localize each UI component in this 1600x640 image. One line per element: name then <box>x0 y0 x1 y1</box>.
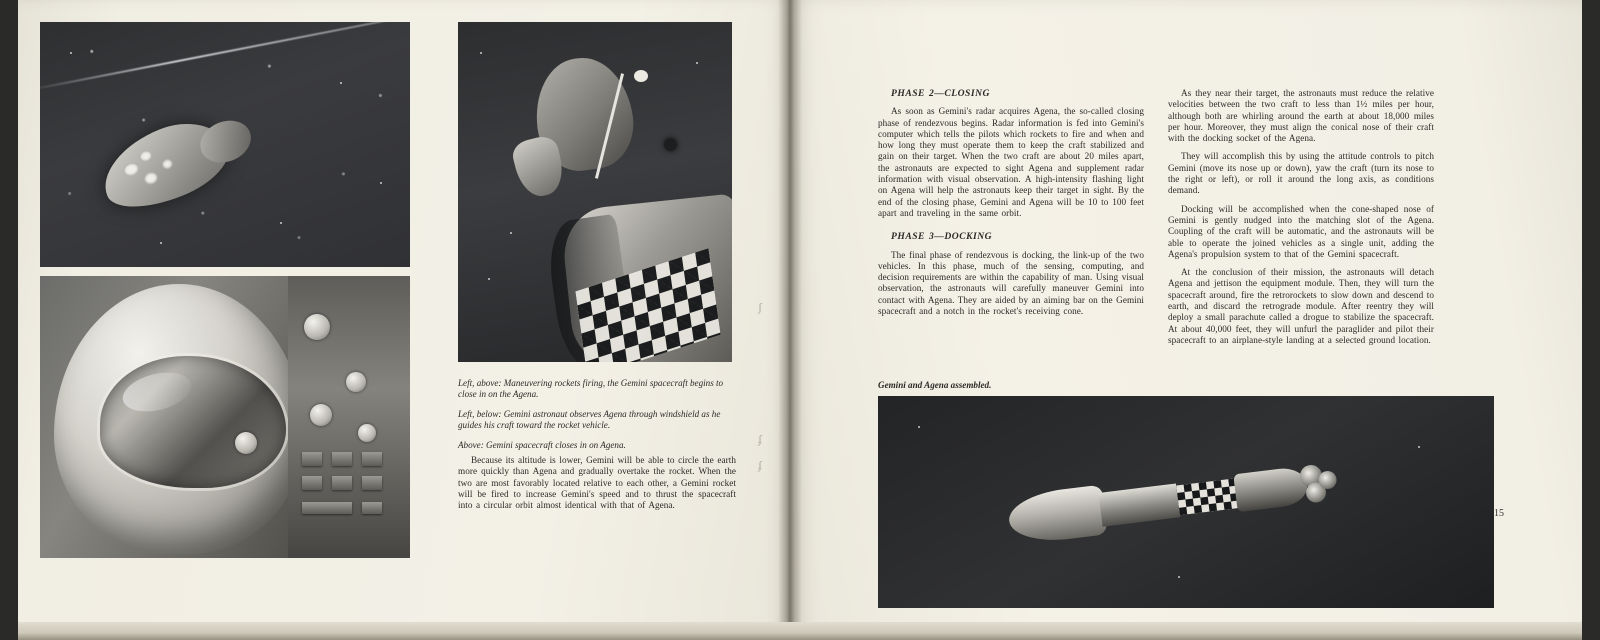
left-body-text <box>458 455 736 518</box>
gauge-dial <box>346 372 366 392</box>
paragraph-docking: Docking will be accomplished when the cone-shaped nose of Gemini is gently nudged into the matching slot of the Agena. Coupling of the craft will be automatic, and the astronauts will be able to operate the joined vehicles as a single unit, adding the Agena's propulsion system to that of the Gemini spacecraft. <box>1168 203 1434 259</box>
visor-glint <box>119 366 196 418</box>
gutter-mark-top: ʃ <box>758 300 762 314</box>
agena-stage <box>1233 466 1309 512</box>
instrument-panel <box>288 276 410 558</box>
paragraph-attitude-controls: They will accomplish this by using the attitude controls to pitch Gemini (move its nose up or down), yaw the craft (turn its nose to the right or left), or roll it around the long axis, as conditions demand. <box>1168 151 1434 196</box>
panel-switch <box>332 452 352 466</box>
window-port <box>138 149 154 164</box>
gemini-capsule-shape <box>92 108 239 222</box>
star <box>696 62 698 64</box>
heading-phase-3-docking: PHASE 3—DOCKING <box>891 231 993 243</box>
star <box>918 426 920 428</box>
gutter-mark-mid-1: ʄ <box>758 432 762 446</box>
panel-switch <box>302 476 322 490</box>
left-paragraph-1: Because its altitude is lower, Gemini will be able to circle the earth more quickly than Agena and gradually overtake the rocket. When the two are most favorably located relative to each other, a Gemini rocket will be fired to increase Gemini's speed and to thrust the spacecraft into a circular orbit almost identical with that of Agena. <box>458 455 736 511</box>
checkerboard-band <box>1176 478 1239 515</box>
photo-astronaut-in-helmet-at-window <box>40 276 410 558</box>
photo-gemini-spacecraft-in-space <box>40 22 410 267</box>
left-page <box>18 0 790 640</box>
page-number: 15 <box>1494 508 1504 519</box>
star <box>510 232 512 234</box>
gauge-dial <box>304 314 330 340</box>
assembled-vehicle <box>1006 454 1340 548</box>
helmet-visor <box>100 356 286 488</box>
paragraph-phase-3: The final phase of rendezvous is docking, the link-up of the two vehicles. In this phase, much of the sensing, computing, and decision requirements are within the capability of man. Using visual observation, the astronauts will carefully maneuver Gemini into contact with Agena. They are aided by an aiming bar on the Gemini spacecraft and a notch in the rocket's receiving cone. <box>878 249 1144 317</box>
right-column-one <box>878 88 1144 324</box>
photo-gemini-agena-assembled <box>878 396 1494 608</box>
star <box>480 52 482 54</box>
star <box>380 182 382 184</box>
marker-dot <box>664 138 677 151</box>
left-photo-captions <box>458 378 736 459</box>
photo-gemini-closing-on-agena <box>458 22 732 362</box>
window-port <box>160 157 174 170</box>
right-page <box>790 0 1582 640</box>
star <box>280 222 282 224</box>
star <box>1178 576 1180 578</box>
light-streak <box>40 22 410 92</box>
window-port <box>142 170 159 186</box>
panel-switch <box>332 476 352 490</box>
helmet-dome <box>54 284 304 554</box>
star <box>488 278 490 280</box>
panel-switch <box>362 452 382 466</box>
gauge-dial <box>358 424 376 442</box>
gauge-dial <box>310 404 332 426</box>
paragraph-reentry: At the conclusion of their mission, the astronauts will detach Agena and jettison the equipment module. Then, they will turn the spacecraft around, fire the retrorockets to slow down and descend to earth, and discard the retrograde module. After reentry they will deploy a small parachute called a drogue to stabilize the spacecraft. At about 40,000 feet, they will unfurl the paraglider and pilot their spacecraft to an airplane-style landing at a selected ground location. <box>1168 267 1434 345</box>
caption-above: Above: Gemini spacecraft closes in on Agena. <box>458 439 626 450</box>
antenna-tip <box>634 70 648 82</box>
heading-phase-2-closing: PHASE 2—CLOSING <box>891 88 990 99</box>
paragraph-approach: As they near their target, the astronauts must reduce the relative velocities between the two craft to less than 1½ miles per hour, although both are whirling around the earth at about 18,000 miles per hour. Moreover, they must align the conical nose of their craft with the docking socket of the Agena. <box>1168 88 1434 144</box>
caption-left-above: Left, above: Maneuvering rockets firing, the Gemini spacecraft begins to close in on the Agena. <box>458 378 724 400</box>
star <box>70 52 72 54</box>
adapter-section <box>1098 484 1180 527</box>
right-column-two <box>1168 88 1434 353</box>
gemini-nose-cone <box>1006 485 1107 546</box>
window-port <box>121 160 141 178</box>
panel-switch <box>362 502 382 514</box>
panel-switch <box>302 452 322 466</box>
gutter-mark-mid-2: ʄ <box>758 458 762 472</box>
paragraph-phase-2: As soon as Gemini's radar acquires Agena, the so-called closing phase of rendezvous begins. Radar information is fed into Gemini's computer which tells the pilots which rockets to fire and when and how long they must operate them to keep the craft stabilized and gain on their target. When the two craft are about 20 miles apart, the astronauts are expected to sight Agena and supplement radar information with visual observation. A high-intensity flashing light on Agena will help the astronauts keep their target in sight. By the end of the closing phase, Gemini and Agena will be 10 to 100 feet apart and traveling in the same orbit. <box>878 106 1144 218</box>
panel-switch <box>302 502 352 514</box>
panel-switch <box>362 476 382 490</box>
figure-label-assembled: Gemini and Agena assembled. <box>878 380 992 390</box>
star <box>340 82 342 84</box>
page-bottom-edge <box>18 622 1582 640</box>
window-fixture <box>235 432 257 454</box>
star <box>160 242 162 244</box>
caption-left-below: Left, below: Gemini astronaut observes Agena through windshield as he guides his craft toward the rocket vehicle. <box>458 408 721 431</box>
star <box>1418 446 1420 448</box>
